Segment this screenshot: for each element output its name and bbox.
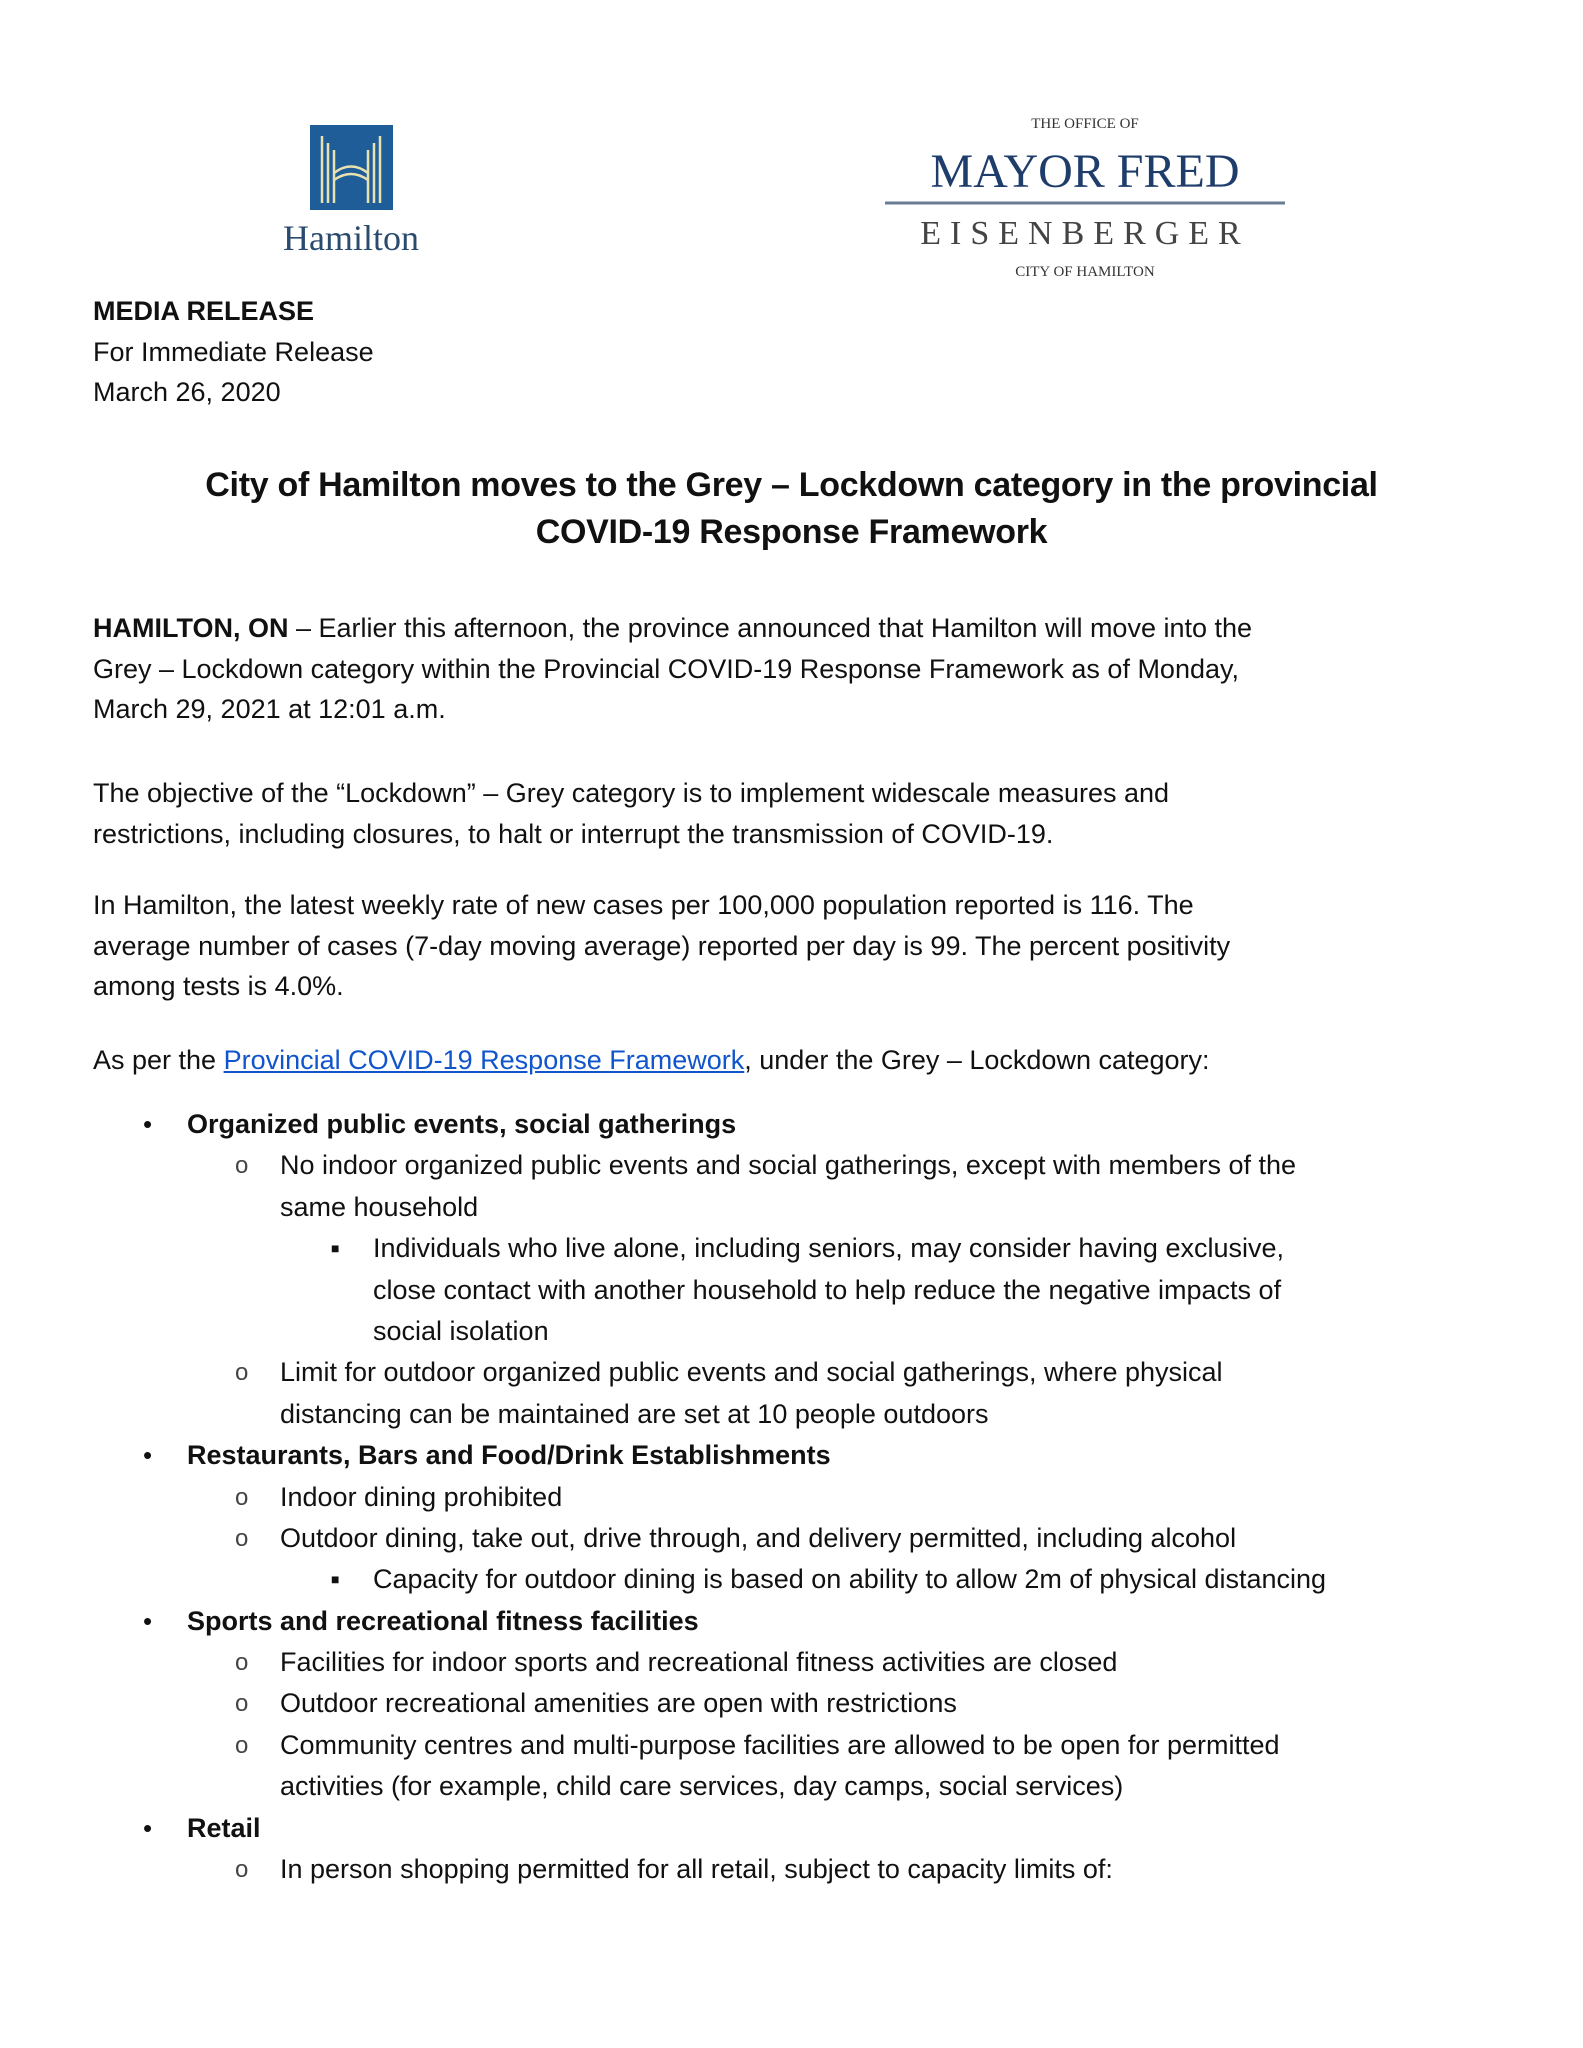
list-item-text: social isolation	[373, 1315, 549, 1346]
office-of-mayor-logo	[880, 112, 1290, 280]
media-release-label: MEDIA RELEASE	[93, 296, 315, 326]
list-item-text: Indoor dining prohibited	[280, 1481, 563, 1512]
svg-text:Hamilton: Hamilton	[283, 218, 419, 258]
list-item-text: distancing can be maintained are set at 10 people outdoors	[280, 1398, 989, 1429]
svg-text:MAYOR FRED: MAYOR FRED	[930, 145, 1240, 198]
square-bullet-icon: ■	[331, 1571, 340, 1588]
square-bullet-icon: ■	[331, 1240, 340, 1257]
list-item-text: Community centres and multi-purpose facilities are allowed to be open for permitted	[280, 1729, 1280, 1760]
list-item-text: Retail	[187, 1812, 261, 1843]
text: – Earlier this afternoon, the province announced that Hamilton will move into the	[288, 613, 1253, 643]
bullet-icon: •	[143, 1109, 153, 1139]
list-item-text: Facilities for indoor sports and recreational fitness activities are closed	[280, 1647, 1118, 1678]
list-item-text: Capacity for outdoor dining is based on ability to allow 2m of physical distancing	[373, 1564, 1327, 1595]
text: Grey – Lockdown category within the Provincial COVID-19 Response Framework as of Monday,	[93, 653, 1239, 684]
circle-bullet-icon: o	[235, 1856, 249, 1884]
circle-bullet-icon: o	[235, 1649, 249, 1677]
list-item-level-1	[0, 1104, 1583, 1145]
list-item-text: activities (for example, child care services, day camps, social services)	[280, 1771, 1124, 1802]
text: among tests is 4.0%.	[93, 971, 344, 1001]
bullet-icon: •	[143, 1812, 153, 1843]
list-item-level-3	[0, 1228, 1583, 1269]
release-date: March 26, 2020	[93, 377, 281, 407]
city-of-hamilton-logo	[262, 118, 452, 268]
circle-bullet-icon: o	[235, 1731, 249, 1759]
list-item-level-3	[0, 1559, 1583, 1600]
list-item-level-2	[0, 1145, 1583, 1186]
paragraph-objective	[93, 773, 1169, 854]
paragraph-stats	[93, 885, 1230, 1007]
list-item-level-2	[0, 1849, 1583, 1890]
circle-bullet-icon: o	[235, 1483, 249, 1511]
list-item-level-2	[0, 1766, 1583, 1807]
list-item-text: Sports and recreational fitness facilities	[187, 1605, 699, 1636]
framework-link[interactable]: Provincial COVID-19 Response Framework	[223, 1045, 745, 1075]
release-type: For Immediate Release	[93, 336, 374, 367]
restrictions-list	[0, 1104, 1583, 1890]
circle-bullet-icon: o	[235, 1524, 249, 1552]
list-item-level-3	[0, 1270, 1583, 1311]
text: In Hamilton, the latest weekly rate of new cases per 100,000 population reported is 116. The	[93, 890, 1194, 920]
bullet-icon: •	[143, 1440, 153, 1471]
paragraph-intro	[93, 608, 1252, 730]
text: average number of cases (7-day moving average) reported per day is 99. The percent positivity	[93, 930, 1231, 961]
list-item-text: Restaurants, Bars and Food/Drink Establishments	[187, 1440, 831, 1471]
list-item-text: In person shopping permitted for all retail, subject to capacity limits of:	[280, 1854, 1113, 1885]
title-line: COVID-19 Response Framework	[535, 513, 1048, 551]
list-item-text: Limit for outdoor organized public events and social gatherings, where physical	[280, 1357, 1223, 1388]
list-item-level-1	[0, 1808, 1583, 1849]
svg-text:THE OFFICE OF: THE OFFICE OF	[1031, 116, 1139, 132]
circle-bullet-icon: o	[235, 1152, 249, 1180]
page-title	[0, 462, 1583, 556]
list-item-text: close contact with another household to help reduce the negative impacts of	[373, 1274, 1282, 1305]
list-item-level-2	[0, 1725, 1583, 1766]
list-item-level-2	[0, 1394, 1583, 1435]
circle-bullet-icon: o	[235, 1690, 249, 1718]
svg-text:CITY OF HAMILTON: CITY OF HAMILTON	[1015, 264, 1155, 280]
text: The objective of the “Lockdown” – Grey category is to implement widescale measures and	[93, 778, 1170, 808]
list-item-text: Outdoor dining, take out, drive through, and delivery permitted, including alcohol	[280, 1522, 1237, 1553]
paragraph-framework	[93, 1040, 1210, 1081]
release-header	[93, 291, 374, 413]
circle-bullet-icon: o	[235, 1359, 249, 1387]
list-item-text: same household	[280, 1191, 479, 1222]
list-item-text: Individuals who live alone, including seniors, may consider having exclusive,	[373, 1233, 1284, 1264]
text: As per the	[93, 1045, 224, 1075]
list-item-level-2	[0, 1518, 1583, 1559]
text: restrictions, including closures, to halt or interrupt the transmission of COVID-19.	[93, 818, 1054, 849]
text: March 29, 2021 at 12:01 a.m.	[93, 694, 446, 724]
list-item-text: Organized public events, social gatherings	[187, 1109, 737, 1139]
list-item-level-2	[0, 1477, 1583, 1518]
list-item-level-3	[0, 1311, 1583, 1352]
list-item-level-1	[0, 1435, 1583, 1476]
list-item-text: Outdoor recreational amenities are open with restrictions	[280, 1688, 957, 1719]
dateline: HAMILTON, ON	[93, 613, 289, 643]
list-item-level-2	[0, 1642, 1583, 1683]
list-item-level-2	[0, 1683, 1583, 1724]
list-item-text: No indoor organized public events and social gatherings, except with members of the	[280, 1150, 1297, 1181]
title-line: City of Hamilton moves to the Grey – Lockdown category in the provincial	[205, 466, 1378, 504]
bullet-icon: •	[143, 1605, 153, 1636]
text: , under the Grey – Lockdown category:	[744, 1045, 1210, 1075]
svg-text:EISENBERGER: EISENBERGER	[920, 215, 1250, 252]
list-item-level-2	[0, 1352, 1583, 1393]
list-item-level-1	[0, 1601, 1583, 1642]
list-item-level-2	[0, 1187, 1583, 1228]
